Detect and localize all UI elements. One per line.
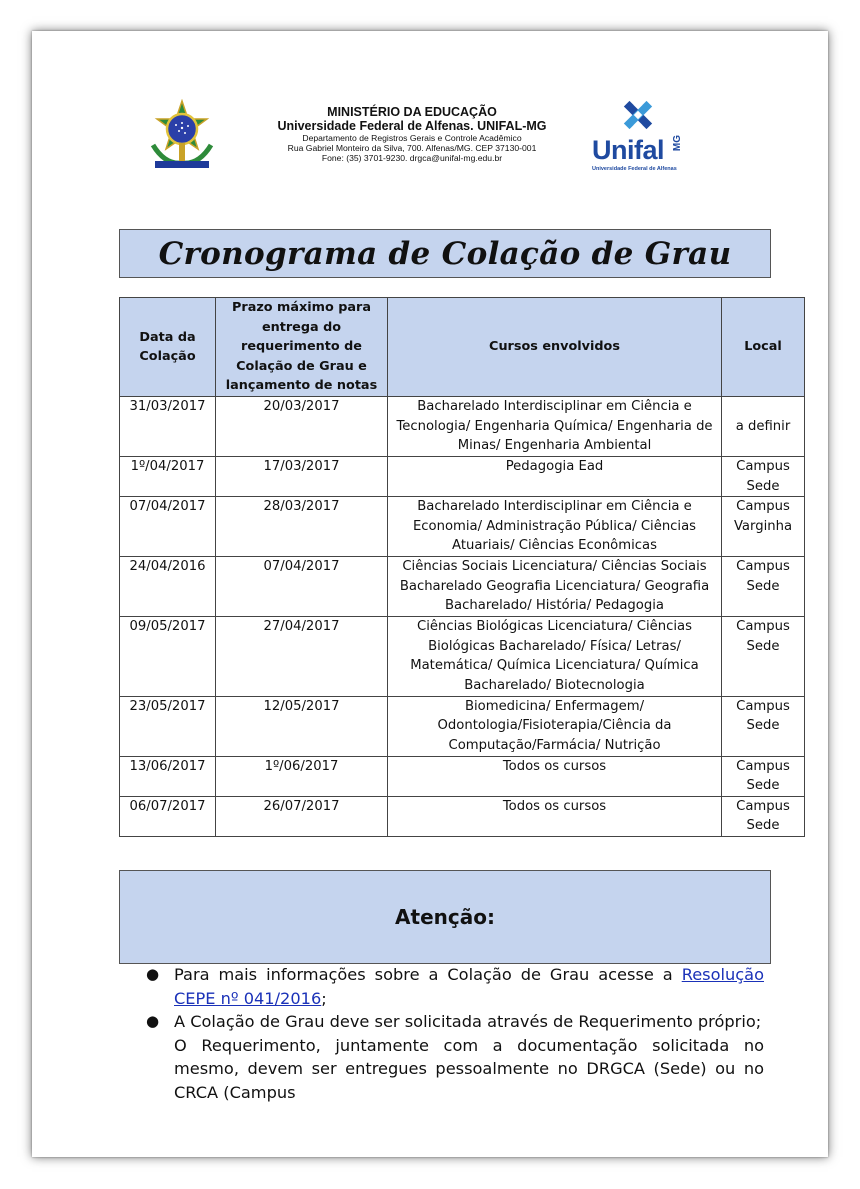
row-deadline: 17/03/2017: [216, 457, 388, 497]
bullet-icon: ●: [146, 1012, 160, 1030]
row-location: Campus Sede: [722, 557, 805, 617]
unifal-emblem-icon: [592, 97, 688, 137]
resolucao-cepe-link[interactable]: Resolução CEPE nº 041/2016: [174, 965, 764, 1008]
table-row: [120, 796, 805, 836]
row-location: Campus Sede: [722, 696, 805, 756]
address: Rua Gabriel Monteiro da Silva, 700. Alfenas/MG. CEP 37130-001: [287, 142, 537, 153]
document-page: [32, 31, 828, 1157]
header-date: Data da Colação: [120, 298, 216, 397]
logo-mg: MG: [672, 135, 683, 152]
header-courses: Cursos envolvidos: [388, 298, 722, 397]
row-courses: Ciências Sociais Licenciatura/ Ciências Sociais Bacharelado Geografia Licenciatura/ Geografia Bacharelado/ História/ Pedagogia: [388, 557, 722, 617]
row-courses: Biomedicina/ Enfermagem/ Odontologia/Fisioterapia/Ciência da Computação/Farmácia/ Nutrição: [388, 696, 722, 756]
table-header-row: [120, 298, 805, 397]
note2-line1: A Colação de Grau deve ser solicitada através de Requerimento próprio;: [174, 1012, 762, 1031]
letterhead: [32, 31, 828, 191]
table-row: [120, 457, 805, 497]
row-date: 06/07/2017: [120, 796, 216, 836]
attention-heading: Atenção:: [395, 905, 495, 929]
department-name: Departamento de Registros Gerais e Controle Acadêmico: [302, 132, 522, 143]
row-deadline: 27/04/2017: [216, 617, 388, 696]
row-location: Campus Sede: [722, 756, 805, 796]
row-deadline: 07/04/2017: [216, 557, 388, 617]
row-date: 31/03/2017: [120, 397, 216, 457]
row-courses: Ciências Biológicas Licenciatura/ Ciências Biológicas Bacharelado/ Física/ Letras/ Matemática/ Química Licenciatura/ Química Bacharelado/ Biotecnologia: [388, 617, 722, 696]
table-row: [120, 397, 805, 457]
table-row: [120, 617, 805, 696]
row-location: Campus Sede: [722, 617, 805, 696]
schedule-table: [119, 297, 805, 837]
note1-prefix: Para mais informações sobre a Colação de Grau acesse a: [174, 965, 682, 984]
row-courses: Todos os cursos: [388, 796, 722, 836]
brazil-coat-of-arms-icon: [145, 99, 219, 175]
row-courses: Pedagogia Ead: [388, 457, 722, 497]
logo-wordmark: Unifal: [592, 135, 665, 165]
row-courses: Bacharelado Interdisciplinar em Ciência e Tecnologia/ Engenharia Química/ Engenharia de Minas/ Engenharia Ambiental: [388, 397, 722, 457]
note2-line2: O Requerimento, juntamente com a documentação solicitada no mesmo, devem ser entregues pessoalmente no DRGCA (Sede) ou no CRCA (Campus: [174, 1035, 764, 1102]
row-location: Campus Varginha: [722, 497, 805, 557]
row-date: 24/04/2016: [120, 557, 216, 617]
row-deadline: 26/07/2017: [216, 796, 388, 836]
note1-suffix: ;: [321, 988, 327, 1008]
table-row: [120, 696, 805, 756]
table-row: [120, 557, 805, 617]
logo-subtitle: Universidade Federal de Alfenas: [592, 166, 677, 172]
row-location: a definir: [722, 397, 805, 457]
attention-notes: [142, 963, 764, 1104]
title-banner: [119, 229, 771, 278]
row-location: Campus Sede: [722, 457, 805, 497]
university-name: Universidade Federal de Alfenas. UNIFAL-MG: [277, 119, 547, 134]
bullet-icon: ●: [146, 965, 160, 983]
ministry-name: MINISTÉRIO DA EDUCAÇÃO: [327, 105, 497, 119]
table-row: [120, 497, 805, 557]
row-date: 23/05/2017: [120, 696, 216, 756]
contact: Fone: (35) 3701-9230. drgca@unifal-mg.edu.br: [321, 152, 503, 163]
header-deadline: Prazo máximo para entrega do requerimento de Colação de Grau e lançamento de notas: [216, 298, 388, 397]
row-deadline: 12/05/2017: [216, 696, 388, 756]
row-location: Campus Sede: [722, 796, 805, 836]
row-courses: Todos os cursos: [388, 756, 722, 796]
row-date: 07/04/2017: [120, 497, 216, 557]
row-date: 1º/04/2017: [120, 457, 216, 497]
row-courses: Bacharelado Interdisciplinar em Ciência e Economia/ Administração Pública/ Ciências Atuariais/ Ciências Econômicas: [388, 497, 722, 557]
letterhead-text: [232, 105, 592, 163]
attention-banner: [119, 870, 771, 964]
row-deadline: 28/03/2017: [216, 497, 388, 557]
list-item: [142, 1010, 764, 1104]
unifal-logo: [592, 97, 688, 179]
row-deadline: 1º/06/2017: [216, 756, 388, 796]
row-deadline: 20/03/2017: [216, 397, 388, 457]
row-date: 13/06/2017: [120, 756, 216, 796]
list-item: [142, 963, 764, 1010]
table-row: [120, 756, 805, 796]
page-title: Cronograma de Colação de Grau: [158, 235, 732, 272]
row-date: 09/05/2017: [120, 617, 216, 696]
header-location: Local: [722, 298, 805, 397]
